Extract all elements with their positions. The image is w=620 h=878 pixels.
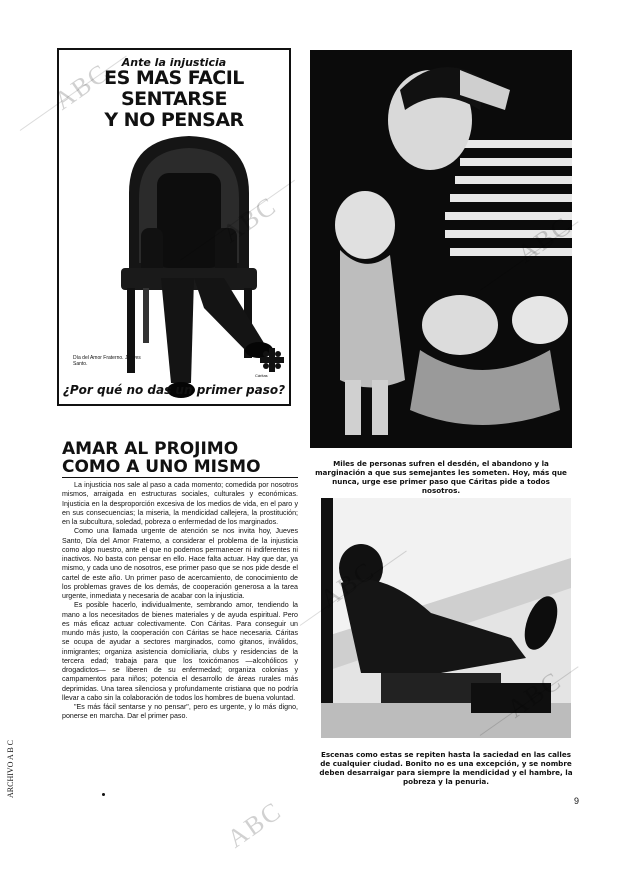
article-paragraph: Es posible hacerlo, individualmente, sembrando amor, tendiendo la mano a los necesitados de bienes materiales y de ayuda espiritual. Pero es más eficaz actuar colectivamente. Con Cáritas. Para conseguir un mundo más justo, la cooperación con Cáritas se hace necesaria. Cáritas se ocupa de ayudar a sectores marginados, como gitanos, inválidos, inmigrantes; organiza asistencia domiciliaria, clubs y residencias de la tercera edad; trabaja para que los toxicómanos —alcohólicos y drogadictos— se liberen de su enfermedad; organiza colonias y campamentos para niños; potencia el desarrollo de áreas rurales más deprimidas. Una tarea silenciosa y profundamente cristiana que no podría llevar a cabo sin la colaboración de todos los hombres de buena voluntad.	[62, 601, 298, 702]
article-body	[62, 481, 298, 722]
ink-dot	[102, 793, 105, 796]
article-paragraph: Como una llamada urgente de atención se nos invita hoy, Jueves Santo, Día del Amor Fraterno, a considerar el problema de la injusticia como algo nuestro, ante el que no podemos permanecer ni indiferentes ni inactivos. No basta con pensar en ello. Hace falta actuar. Hay que dar, ya mismo, y cada uno de nosotros, ese primer paso que se nos pide desde el cartel de este año. Un primer paso de acercamiento, de conocimiento de los problemas graves de los demás, de cooperación generosa a la tarea urgente, inmediata y necesaria de acabar con la injusticia.	[62, 527, 298, 600]
ad-headline-line1: ES MAS FACIL SENTARSE	[104, 67, 244, 110]
article-title	[62, 440, 302, 476]
article-paragraph: La injusticia nos sale al paso a cada momento; comedida por nosotros mismos, arraigada en estructuras sociales, culturales y económicas. Injusticia en la desproporción excesiva de los medios de vida, en el paro y en sus consecuencias; la miseria, la mendicidad callejera, la prostitución; en la subcultura, soledad, pobreza o enfermedad de los marginados.	[62, 481, 298, 526]
page-number: 9	[574, 796, 580, 806]
ad-logo-label: Cáritas	[255, 373, 268, 378]
ad-footer-text: Día del Amor Fraterno. Jueves Santo.	[73, 355, 141, 367]
archive-label-wrapper	[6, 739, 16, 878]
article-title-rule	[62, 477, 298, 478]
abc-watermark: ABC	[221, 795, 288, 854]
caritas-advertisement	[57, 48, 291, 406]
article-title-line2: COMO A UNO MISMO	[62, 457, 261, 477]
photo-street-beggar	[321, 498, 571, 738]
article-paragraph: "Es más fácil sentarse y no pensar", pero es urgente, y lo más digno, ponerse en marcha. Dar el primer paso.	[62, 703, 298, 721]
caption-bottom-photo: Escenas como estas se repiten hasta la saciedad en las calles de cualquier ciudad. Bonito no es una excepción, y se nombre deben desarraigar para siempre la mendicidad y el hambre, la pobreza y la penuria.	[319, 750, 573, 786]
ad-kicker: Ante la injusticia	[121, 56, 227, 69]
caritas-cross-logo	[259, 347, 285, 373]
photo-mother-children	[310, 50, 572, 448]
ad-tagline: ¿Por qué no das un primer paso?	[62, 383, 286, 397]
caption-top-photo: Miles de personas sufren el desdén, el abandono y la marginación a que sus semejantes les someten. Hoy, más que nunca, urge ese primer paso que Cáritas pide a todos nosotros.	[315, 459, 567, 495]
ad-headline-line2: Y NO PENSAR	[104, 109, 244, 131]
article-title-line1: AMAR AL PROJIMO	[62, 439, 239, 459]
archive-label: ARCHIVO A B C	[6, 739, 15, 798]
